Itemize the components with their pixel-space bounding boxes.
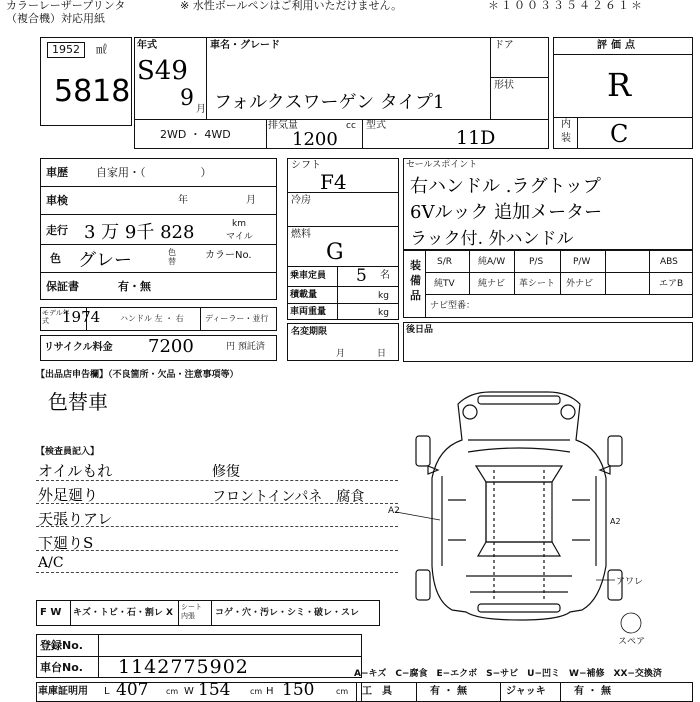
cert-w-label: W bbox=[184, 686, 194, 697]
selling-point-line-2: 6Vルック 追加メーター bbox=[410, 202, 603, 223]
selling-points-label: セールスポイント bbox=[406, 160, 478, 170]
equipment-sr: S/R bbox=[437, 257, 452, 267]
recycle-label: リサイクル料金 bbox=[44, 342, 113, 353]
shape-label: 形状 bbox=[494, 80, 514, 91]
damage-legend: A−キズ C−腐食 E−エクボ S−サビ U−凹ミ W−補修 XX−交換済 bbox=[354, 669, 662, 679]
equipment-tv: 純TV bbox=[434, 279, 455, 289]
inspection-label: 車検 bbox=[46, 194, 68, 207]
cert-w-value: 154 bbox=[198, 680, 231, 700]
regdate-label: 名変期限 bbox=[291, 327, 328, 337]
rust-label: アワレ bbox=[616, 577, 644, 587]
tools-value: 有 ・ 無 bbox=[430, 686, 467, 697]
inspector-line-5: A/C bbox=[38, 555, 64, 571]
seat-items: コゲ・穴・汚レ・シミ・破レ・スレ bbox=[215, 608, 360, 618]
cert-l-unit: cm bbox=[166, 687, 179, 696]
warranty-value: 有・無 bbox=[118, 280, 151, 293]
damage-a2-label: A2 bbox=[388, 506, 400, 516]
reg-label: 登録No. bbox=[40, 639, 83, 652]
regdate-month: 月 bbox=[336, 349, 346, 359]
equipment-ps: P/S bbox=[529, 257, 544, 267]
equipment-pw: P/W bbox=[573, 257, 591, 267]
chassis-label: 車台No. bbox=[40, 661, 83, 674]
inspector-right-line-2: フロントインパネ 腐食 bbox=[212, 489, 365, 505]
lot-number: 5818 bbox=[54, 74, 131, 109]
interior-value: C bbox=[610, 120, 629, 148]
mileage-label: 走行 bbox=[46, 224, 68, 237]
weight-unit: kg bbox=[378, 308, 389, 318]
handle-label: ハンドル 左 ・ 右 bbox=[120, 314, 184, 323]
shift-label: シフト bbox=[291, 160, 321, 171]
cert-h-unit: cm bbox=[336, 687, 349, 696]
mileage-unit-mile: マイル bbox=[226, 232, 253, 242]
fw-items: キズ・トビ・石・割レ X bbox=[73, 608, 173, 618]
name-value: フォルクスワーゲン タイプ1 bbox=[214, 92, 445, 113]
warranty-label: 保証書 bbox=[46, 280, 79, 293]
load-unit: kg bbox=[378, 291, 389, 301]
navi-model-label: ナビ型番： bbox=[430, 301, 476, 311]
lot-stamp: 1952 bbox=[47, 42, 85, 58]
color-value: グレー bbox=[78, 250, 132, 271]
capacity-value: 5 bbox=[356, 266, 367, 286]
name-label: 車名・グレード bbox=[210, 40, 280, 51]
cert-l-value: 407 bbox=[116, 680, 149, 700]
after-items-label: 後日品 bbox=[406, 325, 434, 335]
door-label: ドア bbox=[494, 40, 514, 51]
interior-label-2: 装 bbox=[561, 133, 571, 144]
dealer-label: ディーラー・並行 bbox=[205, 314, 269, 323]
month-value: 9 bbox=[180, 86, 194, 111]
model-value: 11D bbox=[456, 127, 496, 149]
selling-point-line-1: 右ハンドル .ラグトップ bbox=[410, 176, 601, 197]
equipment-airbag: エアB bbox=[659, 279, 684, 289]
equipment-navi: 純ナビ bbox=[478, 279, 506, 289]
spare-label: スペア bbox=[618, 637, 646, 647]
history-value: 自家用・（ ） bbox=[96, 166, 212, 179]
chassis-value: 1142775902 bbox=[118, 656, 249, 678]
color-no-label: カラーNo. bbox=[205, 250, 252, 261]
inspector-line-4: 下廻りS bbox=[38, 534, 94, 552]
fuel-label: 燃料 bbox=[291, 229, 311, 240]
inspector-line-3: 天張りアレ bbox=[38, 510, 113, 528]
month-unit: 月 bbox=[196, 104, 206, 115]
jack-label: ジャッキ bbox=[506, 686, 546, 697]
regdate-day: 日 bbox=[377, 349, 387, 359]
seat-label: シート 内張 bbox=[181, 603, 202, 620]
displacement-label: 排気量 bbox=[268, 120, 298, 131]
score-label: 評価点 bbox=[597, 40, 639, 51]
displacement-value: 1200 bbox=[292, 129, 338, 150]
cert-w-unit: cm bbox=[250, 687, 263, 696]
selling-point-line-3: ラック付. 外ハンドル bbox=[410, 229, 574, 249]
capacity-label: 乗車定員 bbox=[290, 271, 327, 281]
serial-number: ＊１００３３５４２６１＊ bbox=[488, 0, 644, 12]
cert-h-label: H bbox=[266, 686, 274, 697]
after-items-block bbox=[403, 322, 693, 362]
mileage-unit-km: km bbox=[232, 219, 246, 229]
color-label: 色 bbox=[50, 252, 61, 265]
damage-a2-right-label: A2 bbox=[610, 517, 621, 526]
printer-notice: カラーレーザープリンタ bbox=[6, 0, 126, 12]
notes-value: 色替車 bbox=[48, 390, 108, 414]
cooler-label: 冷房 bbox=[291, 195, 311, 206]
pen-notice: ※ 水性ボールペンはご利用いただけません。 bbox=[180, 0, 403, 12]
inspection-month: 月 bbox=[246, 195, 256, 206]
fuel-value: G bbox=[326, 240, 344, 265]
equipment-ext-navi: 外ナビ bbox=[566, 279, 594, 289]
score-value: R bbox=[607, 66, 632, 104]
equipment-leather: 革シート bbox=[519, 279, 556, 289]
fw-label: F W bbox=[40, 607, 62, 618]
interior-label-1: 内 bbox=[561, 119, 571, 130]
inspector-line-2: 外足廻り bbox=[38, 486, 99, 504]
inspection-year: 年 bbox=[178, 195, 188, 206]
weight-label: 車両重量 bbox=[290, 307, 327, 317]
model-label: 型式 bbox=[366, 120, 386, 131]
equipment-aw: 純A/W bbox=[478, 257, 506, 267]
model-year-value: 1974 bbox=[62, 308, 101, 326]
history-label: 車歴 bbox=[46, 166, 68, 179]
cert-label: 車庫証明用 bbox=[38, 686, 88, 697]
year-value: S49 bbox=[137, 56, 188, 86]
inspector-line-1: オイルもれ bbox=[38, 462, 113, 480]
color-stamp: 色替 bbox=[168, 248, 176, 266]
load-label: 積載量 bbox=[290, 290, 318, 300]
jack-value: 有 ・ 無 bbox=[574, 686, 611, 697]
capacity-unit: 名 bbox=[380, 270, 390, 281]
recycle-value: 7200 bbox=[148, 336, 194, 357]
notes-label: 【出品店申告欄】（不良箇所・欠品・注意事項等） bbox=[36, 370, 239, 380]
shift-value: F4 bbox=[320, 170, 347, 194]
displacement-unit: cc bbox=[346, 121, 356, 131]
equipment-abs: ABS bbox=[660, 257, 678, 267]
tools-label: 工 具 bbox=[362, 686, 392, 697]
recycle-unit: 円 預託済 bbox=[226, 342, 265, 352]
inspector-right-line-1: 修復 bbox=[212, 464, 240, 480]
paper-notice: （複合機）対応用紙 bbox=[6, 12, 105, 25]
cert-h-value: 150 bbox=[282, 680, 315, 700]
equipment-label: 装備品 bbox=[410, 259, 421, 302]
drive-label: 2WD ・ 4WD bbox=[160, 128, 231, 141]
model-year-label: モデル年式 bbox=[42, 309, 70, 325]
cert-l-label: L bbox=[104, 686, 110, 697]
inspector-label: 【検査員記入】 bbox=[36, 447, 100, 457]
mileage-value: 3 万 9千 828 bbox=[84, 222, 195, 243]
year-label: 年式 bbox=[137, 40, 157, 51]
lot-suffix: ㎖ bbox=[96, 43, 107, 56]
